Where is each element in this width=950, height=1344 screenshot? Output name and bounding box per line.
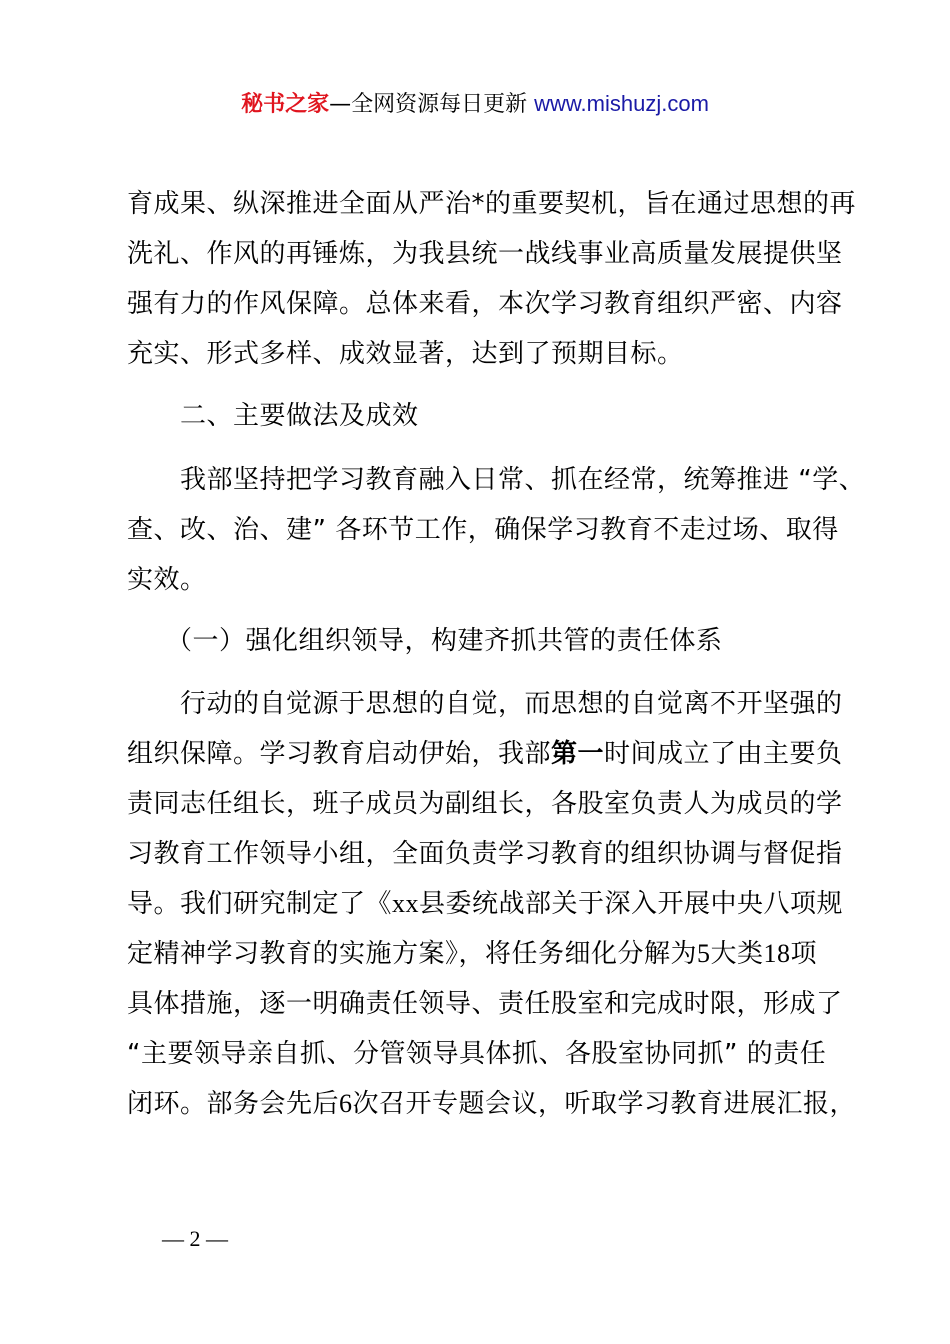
- paragraph-line: 洗礼、作风的再锤炼，为我县统一战线事业高质量发展提供坚: [127, 239, 843, 269]
- site-header: [0, 88, 950, 121]
- paragraph-line: 查、改、治、建” 各环节工作，确保学习教育不走过场、取得: [127, 515, 839, 545]
- paragraph-line: 强有力的作风保障。总体来看，本次学习教育组织严密、内容: [127, 289, 843, 319]
- paragraph-line: 实效。: [127, 565, 207, 595]
- paragraph-line: “主要领导亲自抓、分管领导具体抓、各股室协同抓” 的责任: [127, 1039, 827, 1069]
- paragraph-line: 组织保障。学习教育启动伊始，我部第一时间成立了由主要负: [0, 734, 950, 774]
- paragraph-line: 具体措施，逐一明确责任领导、责任股室和完成时限，形成了: [127, 989, 843, 1019]
- section-heading: 二、主要做法及成效: [180, 401, 419, 431]
- brand-name: 秘书之家: [241, 92, 330, 117]
- paragraph-line: 充实、形式多样、成效显著，达到了预期目标。: [127, 339, 684, 369]
- subsection-heading: （一）强化组织领导，构建齐抓共管的责任体系: [166, 626, 723, 656]
- paragraph-line: 闭环。部务会先后6次召开专题会议，听取学习教育进展汇报，: [127, 1089, 857, 1119]
- paragraph-line: 定精神学习教育的实施方案》，将任务细化分解为5大类18项: [127, 939, 818, 969]
- paragraph-line: 我部坚持把学习教育融入日常、抓在经常，统筹推进 “学、: [180, 465, 866, 495]
- header-tagline: —全网资源每日更新: [329, 92, 535, 117]
- paragraph-line: 责同志任组长，班子成员为副组长，各股室负责人为成员的学: [127, 789, 843, 819]
- paragraph-line: 习教育工作领导小组，全面负责学习教育的组织协调与督促指: [127, 839, 843, 869]
- website-url[interactable]: www.mishuzj.com: [534, 91, 709, 116]
- bold-text: 第一: [551, 739, 605, 769]
- paragraph-line: 育成果、纵深推进全面从严治*的重要契机，旨在通过思想的再: [127, 189, 857, 219]
- paragraph-line: 导。我们研究制定了《xx县委统战部关于深入开展中央八项规: [127, 889, 844, 919]
- paragraph-line: 行动的自觉源于思想的自觉，而思想的自觉离不开坚强的: [180, 689, 843, 719]
- page-number: — 2 —: [162, 1226, 228, 1251]
